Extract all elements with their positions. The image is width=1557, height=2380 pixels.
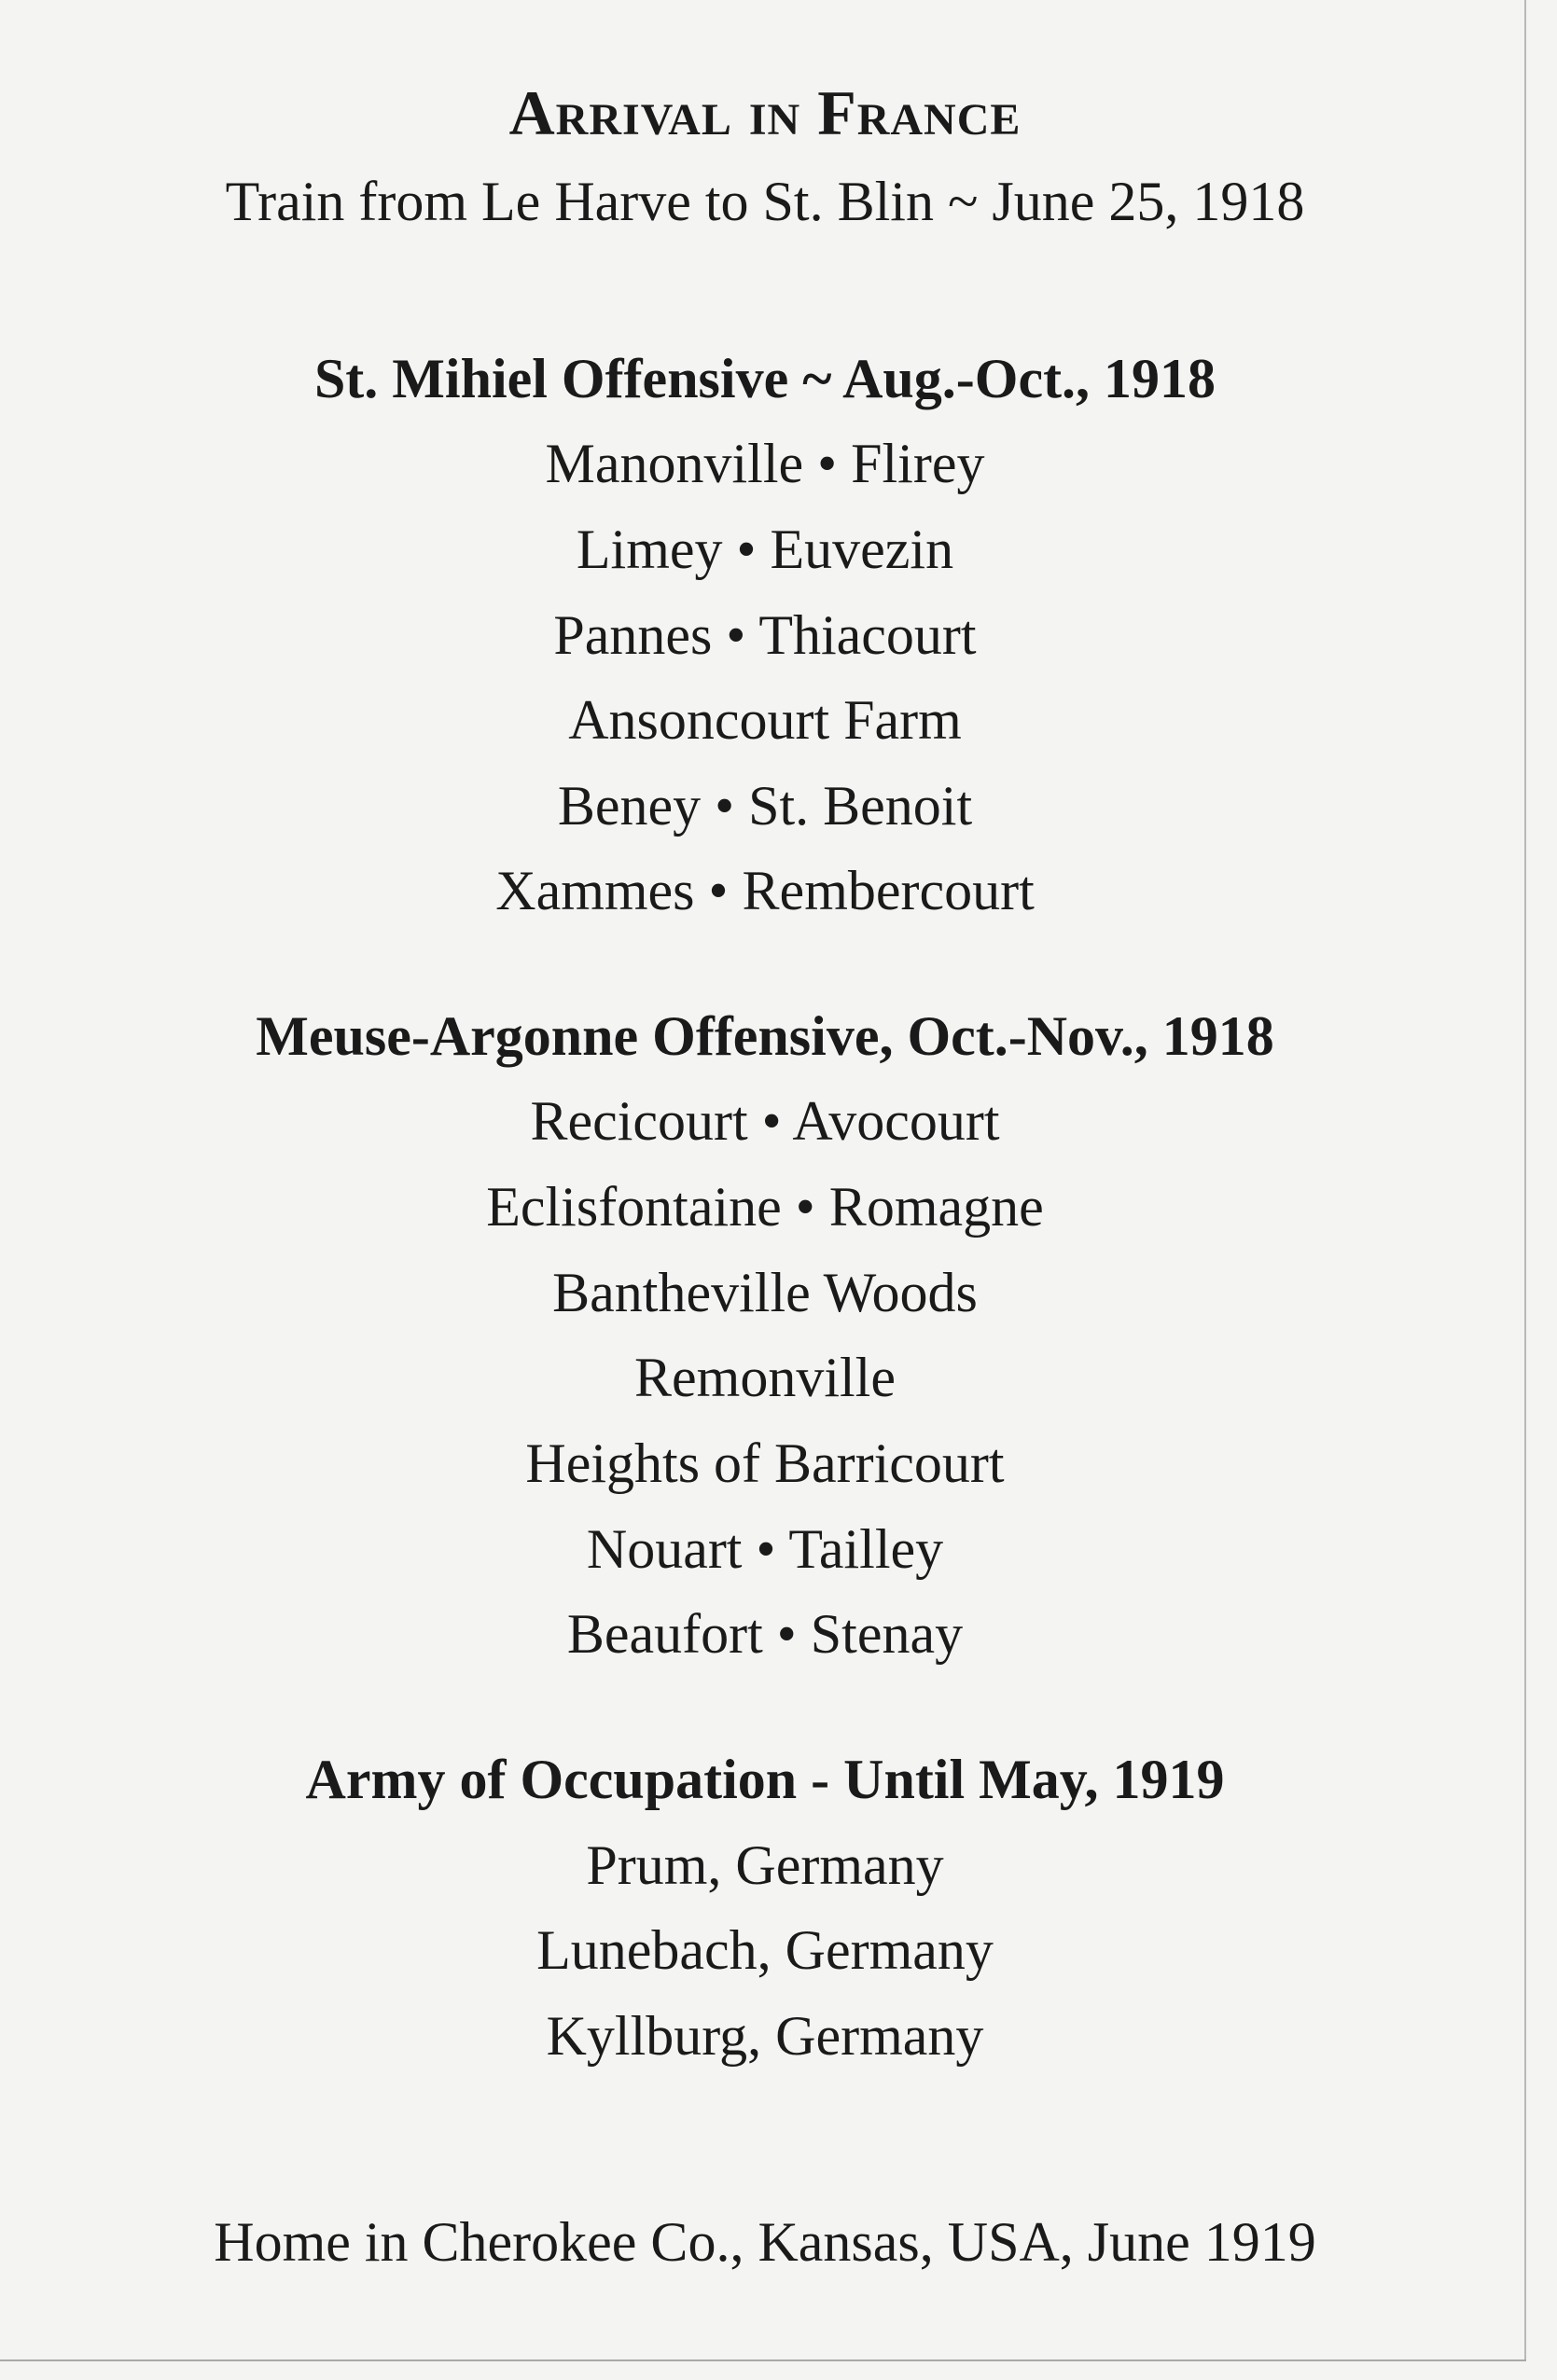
- place-line: Kyllburg, Germany: [546, 2005, 984, 2067]
- place-line: Recicourt • Avocourt: [530, 1090, 1000, 1152]
- place-line: Lunebach, Germany: [536, 1919, 994, 1981]
- section-heading-meuse-argonne: Meuse-Argonne Offensive, Oct.-Nov., 1918: [256, 1005, 1274, 1067]
- place-line: Prum, Germany: [586, 1834, 944, 1896]
- place-line: Pannes • Thiacourt: [553, 604, 977, 666]
- place-line: Xammes • Rembercourt: [495, 860, 1035, 921]
- place-line: Eclisfontaine • Romagne: [486, 1176, 1044, 1238]
- section-heading-army-of-occupation: Army of Occupation - Until May, 1919: [305, 1749, 1225, 1810]
- page-subtitle: Train from Le Harve to St. Blin ~ June 25, 1918: [225, 171, 1305, 232]
- place-line: Ansoncourt Farm: [568, 689, 962, 751]
- page-title: Arrival in France: [508, 77, 1022, 148]
- place-line: Beney • St. Benoit: [557, 775, 973, 837]
- footer-line: Home in Cherokee Co., Kansas, USA, June 1919: [214, 2211, 1316, 2273]
- place-line: Heights of Barricourt: [525, 1432, 1005, 1494]
- place-line: Manonville • Flirey: [545, 433, 985, 494]
- place-line: Limey • Euvezin: [576, 519, 954, 580]
- page-edge-bottom: [0, 2359, 1526, 2361]
- section-heading-st-mihiel: St. Mihiel Offensive ~ Aug.-Oct., 1918: [313, 348, 1216, 409]
- place-line: Beaufort • Stenay: [566, 1603, 964, 1665]
- place-line: Bantheville Woods: [552, 1262, 978, 1323]
- place-line: Remonville: [634, 1347, 896, 1408]
- place-line: Nouart • Tailley: [586, 1518, 944, 1580]
